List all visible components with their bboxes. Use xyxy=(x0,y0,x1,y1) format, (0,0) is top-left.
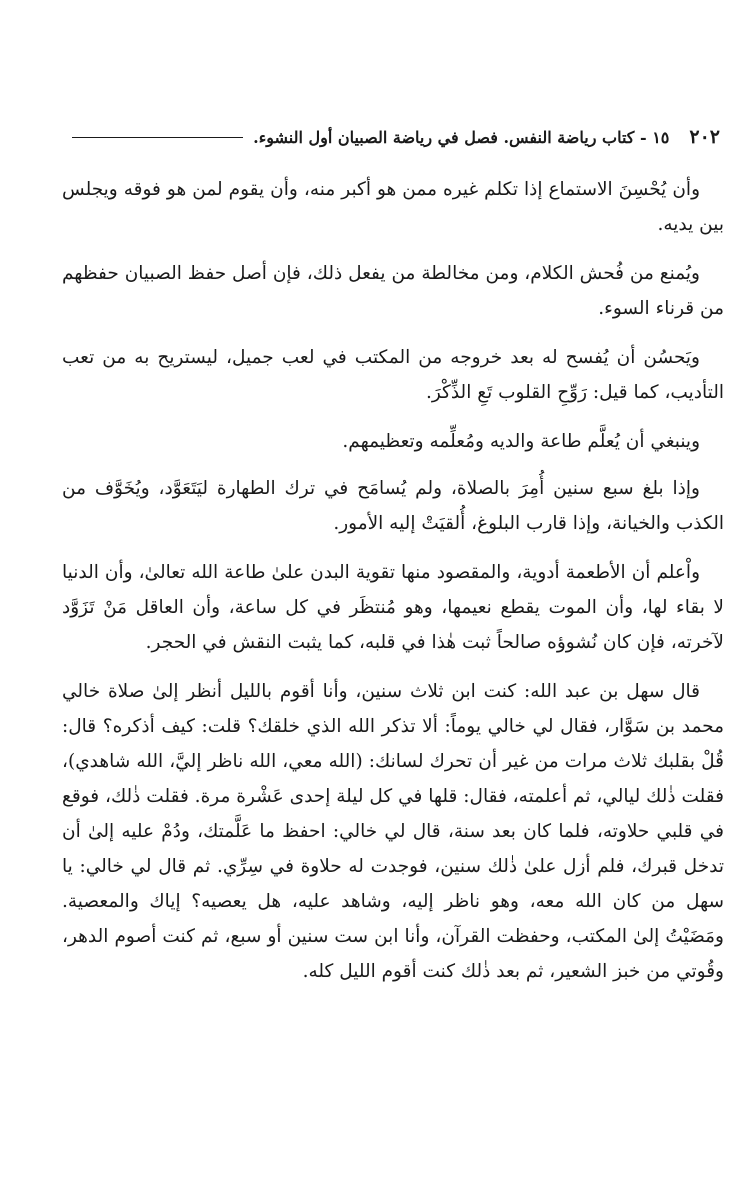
paragraph: وإذا بلغ سبع سنين أُمِرَ بالصلاة، ولم يُسامَح في ترك الطهارة ليَتَعَوَّد، ويُخَوَّف من الكذب والخيانة، وإذا قارب البلوغ، أُلقيَتْ إليه الأمور. xyxy=(62,478,724,534)
page-header xyxy=(70,120,720,154)
running-title: ١٥ - كتاب رياضة النفس. فصل في رياضة الصبيان أول النشوء. xyxy=(253,127,670,147)
paragraph: وأن يُحْسِنَ الاستماع إذا تكلم غيره ممن هو أكبر منه، وأن يقوم لمن هو فوقه ويجلس بين يديه. xyxy=(62,179,724,235)
page-number: ٢٠٢ xyxy=(689,126,720,148)
header-rule xyxy=(72,137,243,138)
paragraph: قال سهل بن عبد الله: كنت ابن ثلاث سنين، وأنا أقوم بالليل أنظر إلىٰ صلاة خالي محمد بن سَوَّار، فقال لي خالي يوماً: ألا تذكر الله الذي خلقك؟ قلت: كيف أذكره؟ قال: قُلْ بقلبك ثلاث مرات من غير أن تحرك لسانك: (الله معي، الله ناظر إليَّ، الله شاهدي)، فقلت ذٰلك ليالي، ثم أعلمته، فقال: قلها في كل ليلة إحدى عَشْرة مرة. فقلت ذٰلك، فوقع في قلبي حلاوته، فلما كان بعد سنة، قال لي خالي: احفظ ما عَلَّمتك، ودُمْ عليه إلىٰ أن تدخل قبرك، فلم أزل علىٰ ذٰلك سنين، فوجدت له حلاوة في سِرِّي. ثم قال لي خالي: يا سهل من كان الله معه، وهو ناظر إليه، وشاهد عليه، هل يعصيه؟ إياك والمعصية. ومَضَيْتُ إلىٰ المكتب، وحفظت القرآن، وأنا ابن ست سنين أو سبع، ثم كنت أصوم الدهر، وقُوتي من خبز الشعير، ثم بعد ذٰلك كنت أقوم الليل كله. xyxy=(62,681,724,982)
paragraph: وينبغي أن يُعلَّم طاعة والديه ومُعلِّمه وتعظيمهم. xyxy=(342,431,700,452)
body-text xyxy=(62,172,724,1003)
paragraph: ويُمنع من فُحش الكلام، ومن مخالطة من يفعل ذلك، فإن أصل حفظ الصبيان حفظهم من قرناء السوء. xyxy=(62,263,724,319)
paragraph: ويَحسُن أن يُفسح له بعد خروجه من المكتب في لعب جميل، ليستريح به من تعب التأديب، كما قيل: رَوِّحِ القلوب تَعِ الذِّكْرَ. xyxy=(62,347,724,403)
paragraph: واْعلم أن الأطعمة أدوية، والمقصود منها تقوية البدن علىٰ طاعة الله تعالىٰ، وأن الدنيا لا بقاء لها، وأن الموت يقطع نعيمها، وهو مُنتظَر في كل ساعة، وأن العاقل مَنْ تَزَوَّد لآخرته، فإن كان نُشوؤه صالحاً ثبت هٰذا في قلبه، كما يثبت النقش في الحجر. xyxy=(62,562,724,653)
